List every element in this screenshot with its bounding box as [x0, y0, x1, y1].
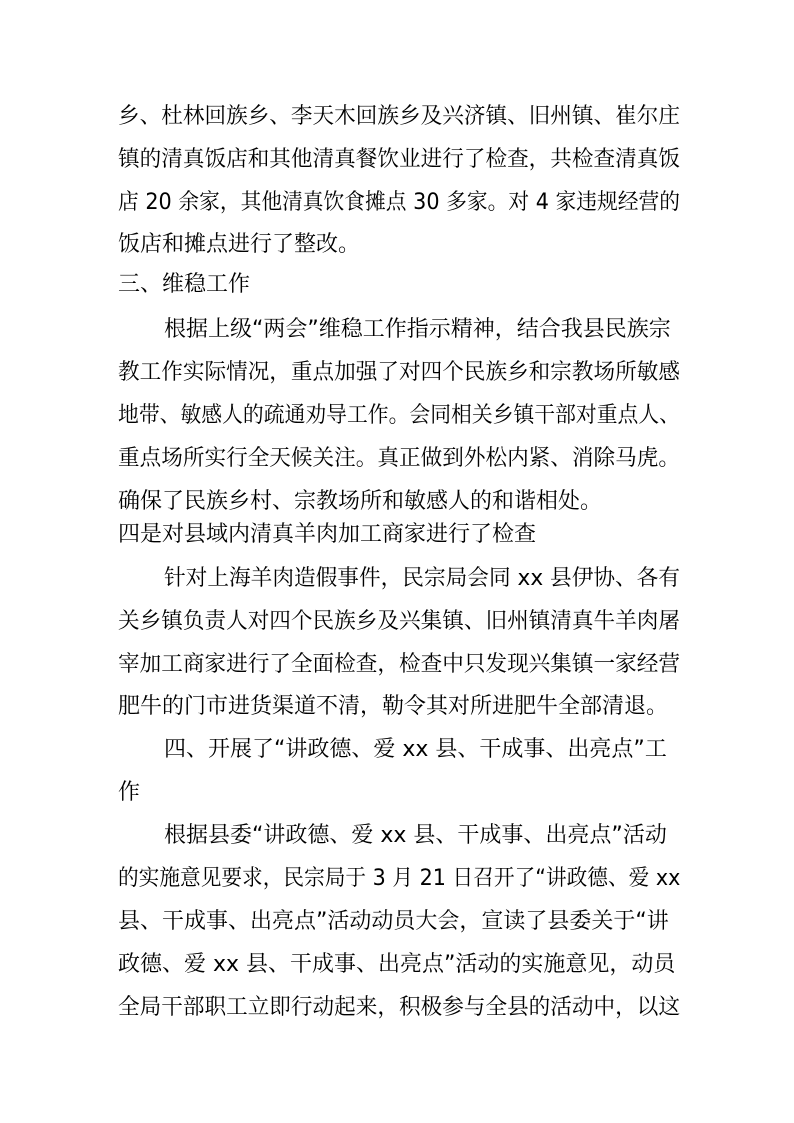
paragraph-line: 根据上级“两会”维稳工作指示精神，结合我县民族宗 [164, 317, 671, 342]
paragraph-line: 地带、敏感人的疏通劝导工作。会同相关乡镇干部对重点人、 [118, 403, 680, 428]
paragraph-line: 全局干部职工立即行动起来，积极参与全县的活动中，以这 [118, 995, 681, 1020]
paragraph-line: 镇的清真饭店和其他清真餐饮业进行了检查，共检查清真饭 [118, 147, 681, 172]
paragraph-line: 关乡镇负责人对四个民族乡及兴集镇、旧州镇清真牛羊肉屠 [118, 609, 681, 634]
paragraph-line: 肥牛的门市进货渠道不清，勒令其对所进肥牛全部清退。 [118, 694, 669, 719]
paragraph-line: 的实施意见要求，民宗局于 3 月 21 日召开了“讲政德、爱 xx [118, 866, 681, 891]
paragraph-line: 教工作实际情况，重点加强了对四个民族乡和宗教场所敏感 [118, 360, 681, 385]
section-heading: 四、开展了“讲政德、爱 xx 县、干成事、出亮点”工 [164, 737, 667, 762]
paragraph-line: 确保了民族乡村、宗教场所和敏感人的和谐相处。 [118, 489, 603, 514]
paragraph-line: 政德、爱 xx 县、干成事、出亮点”活动的实施意见，动员 [118, 952, 676, 977]
section-heading: 四是对县域内清真羊肉加工商家进行了检查 [118, 522, 537, 547]
paragraph-line: 店 20 余家，其他清真饮食摊点 30 多家。对 4 家违规经营的 [118, 190, 680, 215]
paragraph-line: 宰加工商家进行了全面检查，检查中只发现兴集镇一家经营 [118, 652, 681, 677]
section-heading: 三、维稳工作 [118, 272, 251, 297]
paragraph-line: 针对上海羊肉造假事件，民宗局会同 xx 县伊协、各有 [164, 566, 681, 591]
paragraph-line: 乡、杜林回族乡、李天木回族乡及兴济镇、旧州镇、崔尔庄 [118, 104, 681, 129]
section-heading-continuation: 作 [118, 780, 141, 805]
paragraph-line: 根据县委“讲政德、爱 xx 县、干成事、出亮点”活动 [164, 823, 667, 848]
paragraph-line: 饭店和摊点进行了整改。 [118, 232, 361, 257]
paragraph-line: 县、干成事、出亮点”活动动员大会，宣读了县委关于“讲 [118, 909, 669, 934]
paragraph-line: 重点场所实行全天候关注。真正做到外松内紧、消除马虎。 [118, 446, 681, 471]
